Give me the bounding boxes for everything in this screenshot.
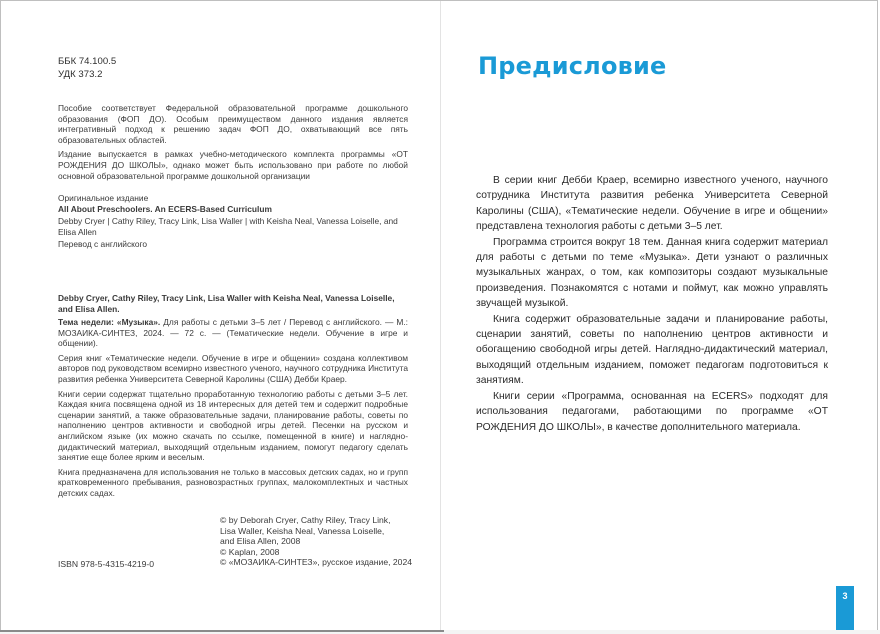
- abstract-details: Для работы с детьми 3–5 лет / Перевод с английского. — М.: МОЗАИКА-СИНТЕЗ, 2024. — 72 с. — (Тематические недели. Обучение в игре и общении).: [58, 317, 408, 349]
- preface-paragraph: Программа строится вокруг 18 тем. Данная книга содержит материал для работы с детьми по теме «Музыка». Дети узнают о различных музыкальных жанрах, о том, как композиторы создают музыкальные произведения. Познакомятся с нотами и поймут, как можно управлять звучащей музыкой.: [476, 236, 828, 310]
- abstract-paragraph: Книга предназначена для использования не только в массовых детских садах, но и групп кратковременного пребывания, разновозрастных группах, малокомплектных и частных детских садах.: [58, 466, 408, 498]
- preface-paragraph: Книга содержит образовательные задачи и планирование работы, сценарии занятий, советы по наполнению центров активности и обогащению свободной игры детей. Наглядно-дидактический материал, выходящий отдельным изданием, поможет педагогам подготовиться к занятиям.: [476, 313, 828, 387]
- classification-codes: [58, 56, 116, 81]
- preface-paragraph: Книги серии «Программа, основанная на ECERS» подходят для использования педагогами, работающими по программе «ОТ РОЖДЕНИЯ ДО ШКОЛЫ», в качестве дополнительного материала.: [476, 390, 828, 433]
- bbk-code: ББК 74.100.5: [58, 56, 117, 67]
- abstract-title: Тема недели: «Музыка».: [58, 317, 161, 327]
- page-title: Предисловие: [478, 52, 667, 80]
- copyright-line: and Elisa Allen, 2008: [220, 536, 301, 547]
- abstract-citation: [58, 317, 408, 349]
- copyright-line: © «МОЗАИКА-СИНТЕЗ», русское издание, 2024: [220, 557, 413, 568]
- preface-body: [476, 173, 828, 435]
- authors-line: Debby Cryer, Cathy Riley, Tracy Link, Lisa Waller with Keisha Neal, Vanessa Loiselle, and Elisa Allen.: [58, 293, 395, 314]
- original-label: Оригинальное издание: [58, 193, 149, 203]
- translation-note: Перевод с английского: [58, 238, 148, 249]
- intro-block: [58, 103, 408, 185]
- abstract-block: [58, 317, 408, 503]
- abstract-paragraph: Книги серии содержат тщательно проработанную технологию работы с детьми 3–5 лет. Каждая книга посвящена одной из 18 интересных для детей тем и содержит подробные сценарии занятий, а также образовательные задачи, планирование работы, советы по наполнению центров активности и свободной игры детей. Песенки на русском и английском языке (их можно скачать по ссылке, помещенной в книге) и наглядно-дидактический материал, выходящий отдельным изданием, помогут педагогу сделать занятие еще более ярким и веселым.: [58, 388, 408, 463]
- intro-paragraph: Издание выпускается в рамках учебно-методического комплекта программы «ОТ РОЖДЕНИЯ ДО ШКОЛЫ», однако может быть использовано при работе по любой основной образовательной программе дошкольной организации: [58, 149, 408, 181]
- original-edition-block: [58, 193, 408, 250]
- original-authors: Debby Cryer | Cathy Riley, Tracy Link, Lisa Waller | with Keisha Neal, Vanessa Loiselle, and Elisa Allen: [58, 215, 398, 238]
- right-page: [441, 0, 880, 630]
- left-page: [0, 0, 441, 630]
- intro-paragraph: Пособие соответствует Федеральной образовательной программе дошкольного образования (ФОП ДО). Особым преимуществом данного издания является интегративный подход к решению задач ФОП ДО, охватывающий все пять образовательных областей.: [58, 103, 408, 145]
- copyright-line: Lisa Waller, Keisha Neal, Vanessa Loiselle,: [220, 525, 385, 536]
- preface-paragraph: В серии книг Дебби Краер, всемирно известного ученого, научного сотрудника Института развития ребенка Университета Северной Каролины (США), «Тематические недели. Обучение в игре и общении» представлена технология работы с детьми 3–5 лет.: [476, 175, 828, 233]
- original-title: All About Preschoolers. An ECERS-Based Curriculum: [58, 204, 272, 215]
- bottom-edge: [0, 630, 880, 634]
- page-number: 3: [836, 586, 854, 630]
- bottom-edge-shadow: [0, 630, 444, 632]
- udk-code: УДК 373.2: [58, 68, 103, 80]
- copyright-line: © by Deborah Cryer, Cathy Riley, Tracy Link,: [220, 515, 391, 525]
- abstract-paragraph: Серия книг «Тематические недели. Обучение в игре и общении» создана коллективом авторов под руководством всемирно известного ученого, научного сотрудника Института развития ребенка Университета Северной Каролины (США) Дебби Краер.: [58, 352, 408, 384]
- isbn: ISBN 978-5-4315-4219-0: [58, 559, 155, 569]
- copyright-line: © Kaplan, 2008: [220, 546, 280, 557]
- copyright-block: [220, 515, 412, 568]
